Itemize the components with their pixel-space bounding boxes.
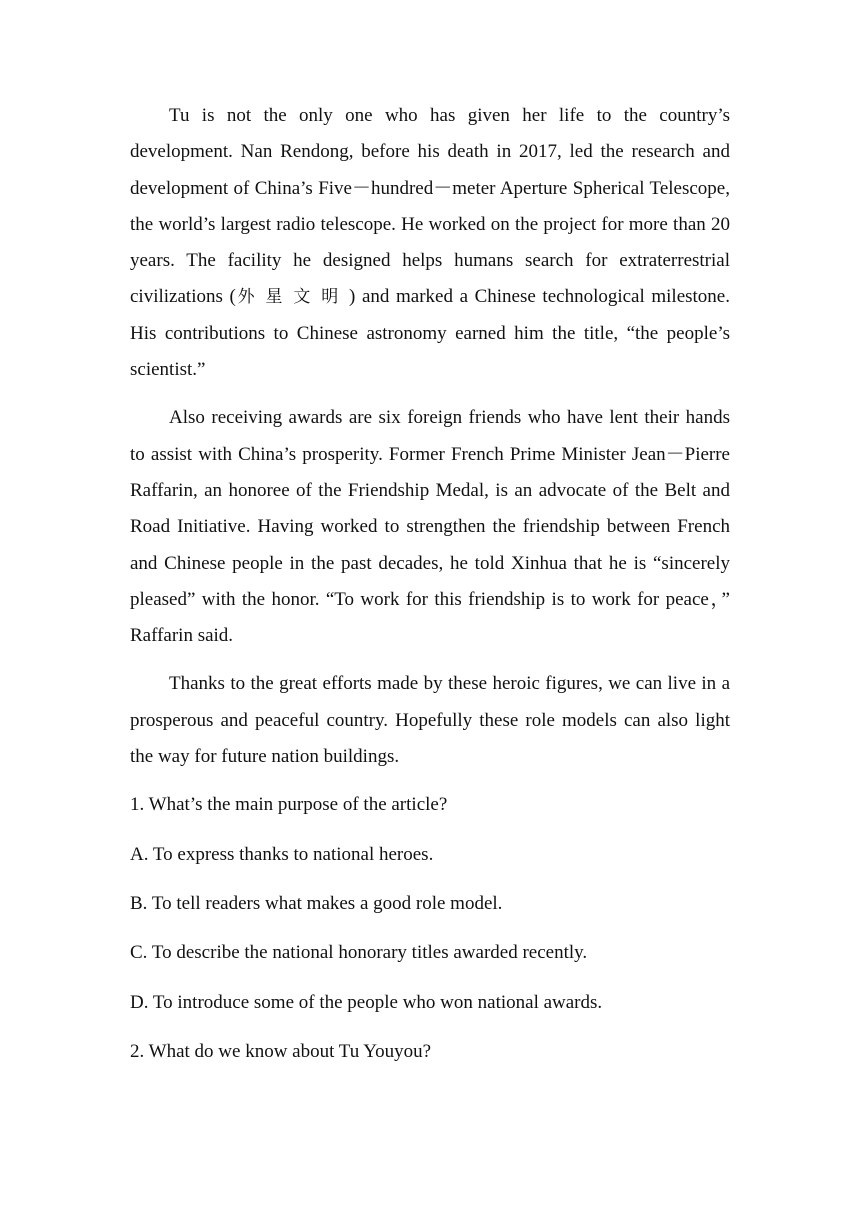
paragraph-foreign-friends: Also receiving awards are six foreign friends who have lent their hands to assist with China’s prosperity. Former French Prime Minister Jean－Pierre Raffarin, an honoree of the Friendship Medal, is an advocate of the Belt and Road Initiative. Having worked to strengthen the friendship between French and Chinese people in the past decades, he told Xinhua that he is “sincerely pleased” with the honor. “To work for this friendship is to work for peace，” Raffarin said. [130, 407, 730, 647]
question-1-option-a: A. To express thanks to national heroes. [130, 843, 434, 865]
question-1-option-b: B. To tell readers what makes a good role model. [130, 892, 503, 914]
question-1-option-c: C. To describe the national honorary titles awarded recently. [130, 942, 588, 964]
paragraph-text: ) and marked a Chinese technological milestone. His contributions to Chinese astronomy earned him the title, “the people’s scientist.” [130, 286, 730, 381]
chinese-term: 外星文明 [235, 287, 350, 308]
question-1-stem: 1. What’s the main purpose of the article? [130, 794, 448, 816]
question-1-option-d: D. To introduce some of the people who won national awards. [130, 991, 603, 1013]
paragraph-conclusion: Thanks to the great efforts made by these heroic figures, we can live in a prosperous and peaceful country. Hopefully these role models can also light the way for future nation buildings. [130, 673, 730, 768]
paragraph-nan-rendong [130, 98, 730, 388]
document-page [130, 98, 730, 1083]
paragraph-text: Tu is not the only one who has given her life to the country’s development. Nan Rendong, before his death in 2017, led the research and development of China’s Five－hundred－meter Aperture Spherical Telescope, the world’s largest radio telescope. He worked on the project for more than 20 years. The facility he designed helps humans search for extraterrestrial civilizations ( [130, 105, 730, 308]
question-2-stem: 2. What do we know about Tu Youyou? [130, 1040, 432, 1062]
